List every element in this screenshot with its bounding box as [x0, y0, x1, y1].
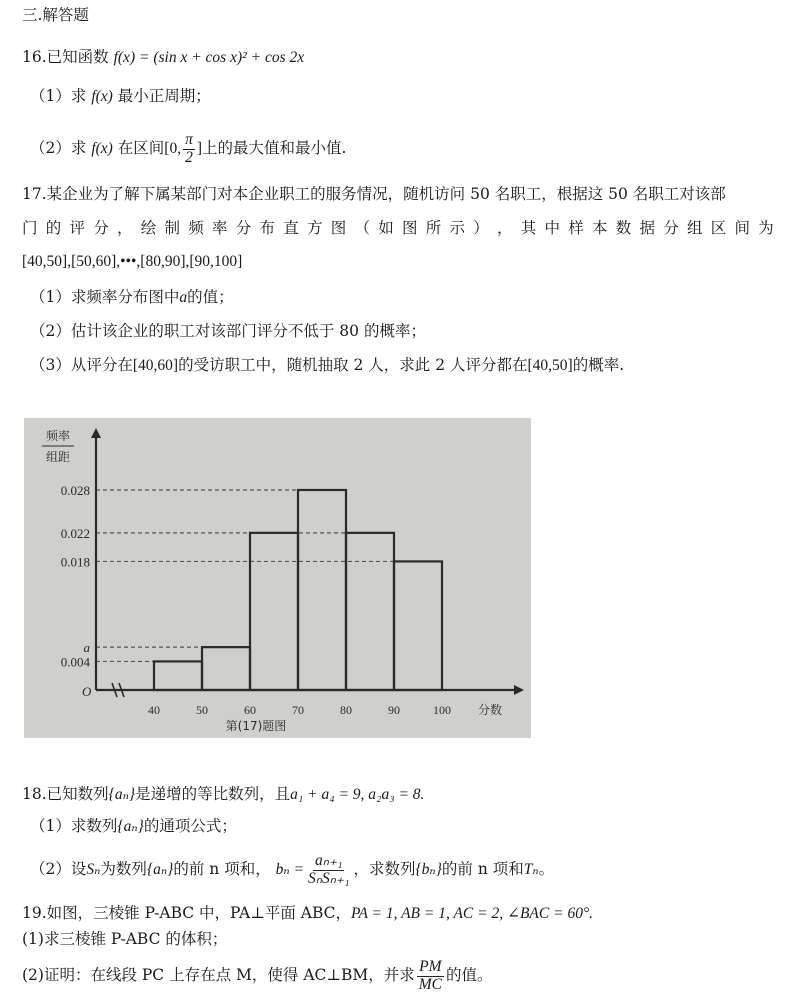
- x-tick-label: 70: [292, 703, 304, 717]
- q16-part1: [30, 85, 211, 108]
- q16-frac-den: 2: [185, 148, 193, 166]
- q16-part2-label: （2）求: [30, 139, 87, 157]
- q17-line2-char: 据: [639, 219, 656, 237]
- q18-bn-fraction: [306, 853, 351, 887]
- x-tick-label: 50: [196, 703, 208, 717]
- q19-part2-b: 的值。: [445, 966, 493, 984]
- q18-frac-num: aₙ₊₁: [314, 852, 343, 870]
- q17-line2-char: 直: [283, 219, 299, 237]
- figure-caption: 第(17)题图: [225, 719, 287, 733]
- q18-part2-b: 为数列: [100, 860, 147, 878]
- q17-line2-char: 间: [734, 219, 751, 237]
- origin-label: O: [82, 684, 92, 699]
- q18-part1: [30, 815, 237, 838]
- q17-line2-char: 率: [212, 219, 228, 237]
- q17-line2-char: ）: [473, 219, 489, 237]
- q16-part2-mid: 在区间: [117, 139, 165, 157]
- q18-part2: [30, 846, 554, 893]
- q16-label: 16.已知函数: [22, 48, 109, 66]
- q17-line3: [40,50],[50,60],•••,[80,90],[90,100]: [22, 253, 243, 270]
- q17-line2-char: 为: [758, 219, 774, 237]
- q18-part1-pre: （1）求数列: [30, 817, 118, 835]
- q17-part3-b: [40,60]: [132, 357, 179, 374]
- q17-part2: （2）估计该企业的职工对该部门评分不低于 80 的概率；: [30, 322, 426, 340]
- q17-part1-post: 的值；: [187, 288, 234, 306]
- x-tick-label: 80: [340, 703, 352, 717]
- y-tick-label: 0.028: [60, 483, 90, 498]
- q17-line2-char: 中: [544, 219, 561, 237]
- q17-line2-char: ，: [497, 219, 513, 237]
- q17-line2-char: ，: [117, 219, 133, 237]
- y-tick-label: a: [83, 640, 90, 656]
- q17-part3-d: [40,50]: [527, 357, 573, 374]
- q17-line2-char: 绘: [140, 219, 157, 237]
- q17-line2-char: 评: [69, 219, 86, 237]
- q17-part3-c: 的受访职工中，随机抽取 2 人，求此 2 人评分都在: [178, 356, 528, 374]
- q17-line2-char: 本: [592, 219, 608, 237]
- q18-part2-d: ，求数列: [353, 860, 416, 878]
- x-tick-label: 90: [388, 703, 400, 717]
- q17-line2-char: 组: [687, 219, 703, 237]
- histogram-svg: [24, 418, 531, 738]
- q18-part2-bn: bₙ =: [275, 861, 305, 878]
- q16-stem: [22, 46, 304, 69]
- y-tick-label: 0.018: [60, 554, 90, 570]
- q18-part2-a: （2）设: [30, 860, 87, 878]
- q17-part1: [30, 286, 234, 309]
- section-title: 三.解答题: [22, 6, 89, 24]
- histogram-bar: [250, 533, 298, 690]
- q17-line2-char: （: [354, 219, 371, 237]
- q16-part2-fx: f(x): [91, 140, 113, 157]
- q18-seq: {aₙ}: [108, 786, 136, 803]
- q16-frac-num: π: [185, 131, 193, 149]
- q17-line2-char: 所: [425, 219, 442, 237]
- q16-part2-text: 上的最大值和最小值.: [202, 139, 347, 157]
- q16-part1-text: 最小正周期；: [117, 87, 211, 105]
- q16-part2: [30, 126, 346, 171]
- histogram-bar: [394, 561, 442, 690]
- q19-pm-mc-fraction: [417, 959, 444, 993]
- q17-part3-e: 的概率.: [572, 356, 625, 374]
- q17-line2-char: 样: [568, 219, 584, 237]
- q16-interval-left: [0,: [164, 140, 182, 157]
- q19-stem: [22, 902, 593, 925]
- histogram-bar: [202, 647, 250, 690]
- q17-line2-char: 的: [45, 219, 62, 237]
- q17-line2: [22, 217, 774, 239]
- q19-frac-den: MC: [418, 975, 442, 993]
- q19-part2: [22, 952, 492, 998]
- y-axis-label-bottom: 组距: [45, 450, 71, 464]
- q17-line2-char: 分: [663, 219, 679, 237]
- q19-stem-a: 19.如图，三棱锥 P-ABC 中，PA⊥平面 ABC，: [22, 904, 351, 922]
- q16-interval-right: ]: [196, 140, 203, 157]
- q18-part2-e: 的前 n 项和: [441, 860, 524, 878]
- x-tick-label: 100: [433, 703, 451, 717]
- q18-part2-T: Tₙ: [523, 861, 539, 878]
- q17-line2-char: 其: [520, 219, 537, 237]
- q17-line1: 17.某企业为了解下属某部门对本企业职工的服务情况，随机访问 50 名职工，根据这 50 名职工对该部: [22, 185, 726, 203]
- histogram-figure: [24, 418, 531, 738]
- q18-label: 18.已知数列: [22, 785, 109, 803]
- q17-line2-char: 数: [615, 219, 632, 237]
- histogram-bar: [154, 661, 202, 690]
- q16-part1-label: （1）求: [30, 87, 87, 105]
- q18-part2-seqb: {bₙ}: [415, 861, 442, 878]
- x-tick-label: 60: [244, 703, 256, 717]
- q17-part1-pre: （1）求频率分布图中: [30, 288, 180, 306]
- q17-line2-char: 制: [164, 219, 181, 237]
- q17-part3: [30, 354, 624, 377]
- q17-part3-a: （3）从评分在: [30, 356, 133, 374]
- q18-part1-post: 的通项公式；: [143, 817, 237, 835]
- q17-line2-char: 图: [330, 219, 347, 237]
- q19-part2-a: (2)证明：在线段 PC 上存在点 M，使得 AC⊥BM，并求: [22, 966, 415, 984]
- q18-cond: a₁ + a₄ = 9, a₂a₃ = 8.: [290, 786, 425, 803]
- y-axis-label-top: 频率: [45, 429, 71, 443]
- q19-part1: (1)求三棱锥 P-ABC 的体积；: [22, 930, 228, 948]
- q16-part1-fx: f(x): [91, 88, 113, 105]
- y-axis-arrow: [91, 428, 101, 438]
- q18-part2-S: Sₙ: [86, 861, 101, 878]
- x-axis-label: 分数: [478, 703, 503, 717]
- histogram-bar: [298, 490, 346, 690]
- q18-part2-c: 的前 n 项和，: [173, 860, 271, 878]
- q17-line2-char: 门: [22, 219, 38, 237]
- q17-line2-char: 分: [235, 219, 252, 237]
- q16-formula: f(x) = (sin x + cos x)² + cos 2x: [113, 49, 305, 66]
- q17-line2-char: 如: [378, 219, 394, 237]
- q18-part2-f: 。: [538, 860, 555, 878]
- q18-stem: [22, 783, 424, 806]
- q19-stem-b: PA = 1, AB = 1, AC = 2, ∠BAC = 60°.: [351, 905, 594, 922]
- q17-line2-char: 区: [710, 219, 727, 237]
- x-axis-arrow: [514, 685, 524, 695]
- q17-line2-char: 方: [307, 219, 323, 237]
- q19-frac-num: PM: [419, 958, 442, 976]
- q17-line2-char: 示: [449, 219, 466, 237]
- y-tick-label: 0.004: [60, 654, 90, 670]
- q18-part2-seq: {aₙ}: [146, 861, 174, 878]
- q18-mid: 是递增的等比数列，且: [135, 785, 291, 803]
- q18-part1-seq: {aₙ}: [117, 818, 144, 835]
- q17-line2-char: 图: [402, 219, 418, 237]
- histogram-bar: [346, 533, 394, 690]
- y-tick-label: 0.022: [60, 525, 90, 541]
- x-tick-label: 40: [148, 703, 160, 717]
- q16-pi-over-2: [183, 132, 195, 166]
- q17-line2-char: 频: [188, 219, 204, 237]
- q17-line2-char: 分: [93, 219, 109, 237]
- q18-frac-den: SₙSₙ₊₁: [308, 869, 350, 887]
- q17-part1-var: a: [179, 289, 188, 306]
- q17-line2-char: 布: [259, 219, 276, 237]
